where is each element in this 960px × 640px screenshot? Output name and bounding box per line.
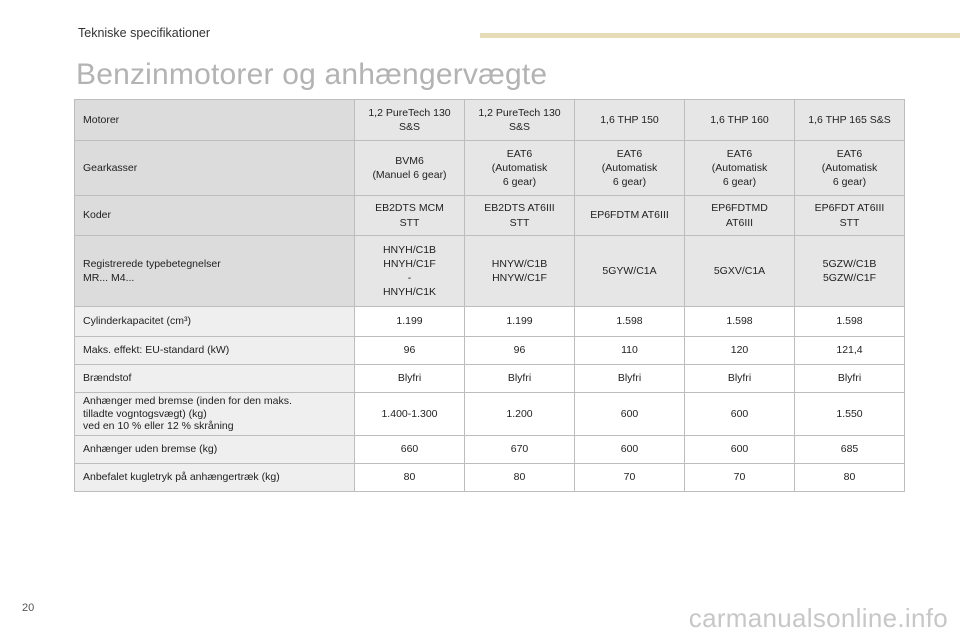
table-cell: 1.550 [795,393,905,436]
cell-line: EB2DTS AT6III [484,202,555,215]
table-cell: 1.400-1.300 [355,393,465,436]
section-header: Tekniske specifikationer [78,26,211,40]
cell-line: EP6FDTMD [711,202,768,215]
table-cell: 96 [355,337,465,365]
cell-line: 5GZW/C1F [822,272,877,284]
table-cell [465,100,575,141]
cell-line: (Automatisk [491,161,548,174]
table-cell [355,196,465,236]
table-cell [685,196,795,236]
table-cell [685,141,795,196]
cell-line: 6 gear) [612,176,647,189]
table-cell: Blyfri [355,365,465,393]
table-cell [465,196,575,236]
cell-line: STT [839,216,860,229]
table-row-type-designations [75,236,905,307]
cell-line: HNYW/C1F [492,272,547,284]
table-cell: 96 [465,337,575,365]
cell-line: 1,6 THP 165 S&S [808,113,891,126]
cell-line: HNYH/C1F [383,257,436,270]
cell-line: (Manuel 6 gear) [372,169,447,181]
table-cell: 70 [575,463,685,491]
label-line: MR... M4... [83,272,135,284]
cell-line: 1,2 PureTech 130 [478,106,561,119]
table-cell: 1.598 [575,307,685,337]
table-cell [795,141,905,196]
table-cell: 600 [575,435,685,463]
cell-line: 5GYW/C1A [602,264,657,277]
table-cell: 1.199 [465,307,575,337]
row-label: Motorer [75,100,355,141]
cell-line: 1,6 THP 160 [710,113,769,126]
table-cell: 80 [795,463,905,491]
page-number: 20 [22,602,35,614]
cell-line: STT [399,216,420,229]
cell-line: HNYH/C1B [382,243,437,256]
cell-line: EAT6 [836,147,863,160]
table-row-displacement [75,307,905,337]
cell-line: STT [509,216,530,229]
label-line: Registrerede typebetegnelser [83,257,221,270]
cell-line: EAT6 [506,147,533,160]
table-row-max-power [75,337,905,365]
table-cell [575,141,685,196]
table-row-fuel [75,365,905,393]
row-label [75,236,355,307]
cell-line: BVM6 [395,154,424,167]
cell-line: 6 gear) [722,176,757,189]
cell-line: S&S [508,121,530,133]
cell-line: EB2DTS MCM [375,202,444,215]
cell-line: 5GXV/C1A [713,264,766,277]
table-cell: 1.598 [685,307,795,337]
table-cell: 1.598 [795,307,905,337]
table-row-nose-weight [75,463,905,491]
table-row-braked-trailer [75,393,905,436]
cell-line: EP6FDTM AT6III [590,209,669,222]
table-cell [685,236,795,307]
row-label: Gearkasser [75,141,355,196]
table-cell: 600 [685,435,795,463]
table-row-unbraked-trailer [75,435,905,463]
header-divider [480,33,960,38]
table-cell: 660 [355,435,465,463]
table-cell: Blyfri [575,365,685,393]
cell-line: (Automatisk [821,161,878,174]
table-cell [685,100,795,141]
table-cell [795,100,905,141]
table-cell: 1.200 [465,393,575,436]
table-cell [575,100,685,141]
cell-line: HNYH/C1K [382,286,437,299]
spec-table [74,99,905,492]
table-cell: 80 [355,463,465,491]
table-cell [795,196,905,236]
table-cell [355,141,465,196]
table-cell [465,141,575,196]
row-label: Anbefalet kugletryk på anhængertræk (kg) [75,463,355,491]
cell-line: EAT6 [616,147,643,160]
cell-line: 1,2 PureTech 130 [368,106,451,119]
table-cell [355,236,465,307]
label-line: tilladte vogntogsvægt) (kg) [83,407,207,420]
table-row-engines [75,100,905,141]
cell-line: EAT6 [726,147,753,160]
cell-line: (Automatisk [601,161,658,174]
table-row-gearboxes [75,141,905,196]
table-cell: 685 [795,435,905,463]
table-row-codes [75,196,905,236]
table-cell: 70 [685,463,795,491]
table-cell: 121,4 [795,337,905,365]
page-title: Benzinmotorer og anhængervægte [76,58,548,91]
table-cell: 670 [465,435,575,463]
table-cell: 110 [575,337,685,365]
table-cell [575,236,685,307]
table-cell: 80 [465,463,575,491]
row-label: Anhænger uden bremse (kg) [75,435,355,463]
row-label [75,393,355,436]
cell-line: EP6FDT AT6III [814,202,885,215]
cell-line: 1,6 THP 150 [600,113,659,126]
row-label: Koder [75,196,355,236]
table-cell: Blyfri [465,365,575,393]
table-cell: 120 [685,337,795,365]
cell-line: 6 gear) [832,176,867,189]
table-cell [355,100,465,141]
table-cell: 1.199 [355,307,465,337]
cell-line: - [407,272,412,284]
table-cell: 600 [685,393,795,436]
table-cell: 600 [575,393,685,436]
label-line: Anhænger med bremse (inden for den maks. [83,395,292,407]
row-label: Maks. effekt: EU-standard (kW) [75,337,355,365]
watermark: carmanualsonline.info [688,603,948,633]
cell-line: AT6III [725,216,754,229]
table-cell [795,236,905,307]
cell-line: (Automatisk [711,161,768,174]
cell-line: 6 gear) [502,176,537,189]
table-cell: Blyfri [685,365,795,393]
label-line: ved en 10 % eller 12 % skråning [83,420,234,433]
table-cell: Blyfri [795,365,905,393]
cell-line: 5GZW/C1B [822,257,877,270]
cell-line: HNYW/C1B [491,257,548,270]
row-label: Cylinderkapacitet (cm³) [75,307,355,337]
cell-line: S&S [398,121,420,133]
table-cell [575,196,685,236]
table-cell [465,236,575,307]
row-label: Brændstof [75,365,355,393]
